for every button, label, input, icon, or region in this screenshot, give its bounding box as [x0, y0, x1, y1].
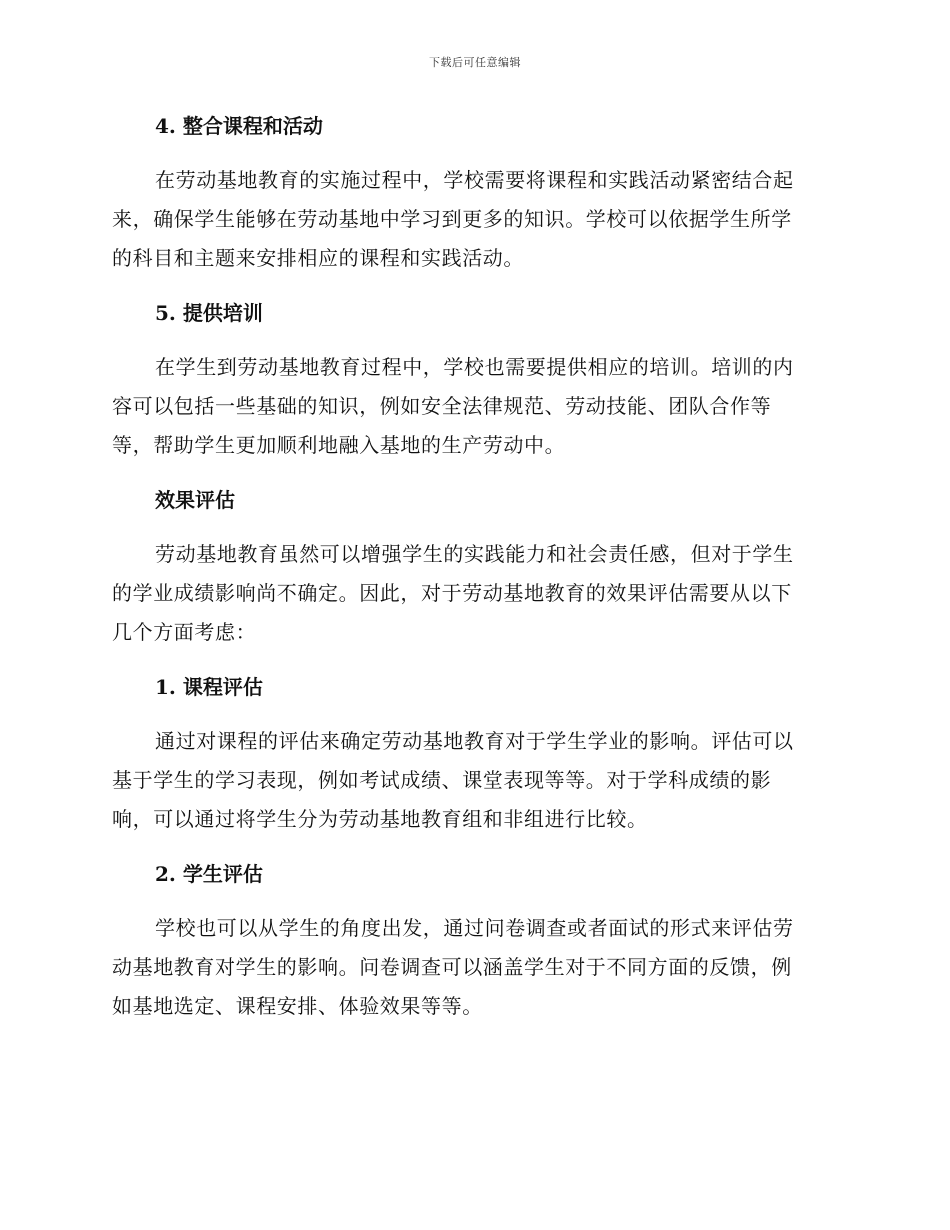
- paragraph-effect-evaluation: [112, 535, 832, 652]
- paragraph-course-evaluation: [112, 722, 832, 839]
- paragraph-line: 几个方面考虑：: [112, 620, 257, 644]
- paragraph-line: 学校也可以从学生的角度出发，通过问卷调查或者面试的形式来评估劳: [155, 916, 794, 940]
- paragraph-line: 如基地选定、课程安排、体验效果等等。: [112, 994, 483, 1018]
- paragraph-line: 的科目和主题来安排相应的课程和实践活动。: [112, 246, 524, 270]
- paragraph-line: 通过对课程的评估来确定劳动基地教育对于学生学业的影响。评估可以: [155, 729, 794, 753]
- paragraph-line: 响，可以通过将学生分为劳动基地教育组和非组进行比较。: [112, 807, 648, 831]
- paragraph-line: 等，帮助学生更加顺利地融入基地的生产劳动中。: [112, 433, 566, 457]
- paragraph-line: 的学业成绩影响尚不确定。因此，对于劳动基地教育的效果评估需要从以下: [112, 581, 792, 605]
- paragraph-line: 基于学生的学习表现，例如考试成绩、课堂表现等等。对于学科成绩的影: [112, 768, 772, 792]
- section-heading-integrate-courses: 4. 整合课程和活动: [155, 114, 323, 138]
- document-body: [112, 106, 832, 1041]
- section-heading-effect-evaluation: 效果评估: [155, 488, 235, 512]
- paragraph-line: 动基地教育对学生的影响。问卷调查可以涵盖学生对于不同方面的反馈，例: [112, 955, 792, 979]
- page-header: 下载后可任意编辑: [429, 56, 521, 69]
- paragraph-line: 劳动基地教育虽然可以增强学生的实践能力和社会责任感，但对于学生: [155, 542, 794, 566]
- section-heading-provide-training: 5. 提供培训: [155, 301, 263, 325]
- paragraph-student-evaluation: [112, 909, 832, 1026]
- paragraph-line: 来，确保学生能够在劳动基地中学习到更多的知识。学校可以依据学生所学: [112, 207, 792, 231]
- section-heading-student-evaluation: 2. 学生评估: [155, 862, 263, 886]
- section-heading-course-evaluation: 1. 课程评估: [155, 675, 263, 699]
- paragraph-line: 在学生到劳动基地教育过程中，学校也需要提供相应的培训。培训的内: [155, 355, 794, 379]
- paragraph-integrate-courses: [112, 161, 832, 278]
- paragraph-line: 容可以包括一些基础的知识，例如安全法律规范、劳动技能、团队合作等: [112, 394, 772, 418]
- paragraph-line: 在劳动基地教育的实施过程中，学校需要将课程和实践活动紧密结合起: [155, 168, 794, 192]
- paragraph-provide-training: [112, 348, 832, 465]
